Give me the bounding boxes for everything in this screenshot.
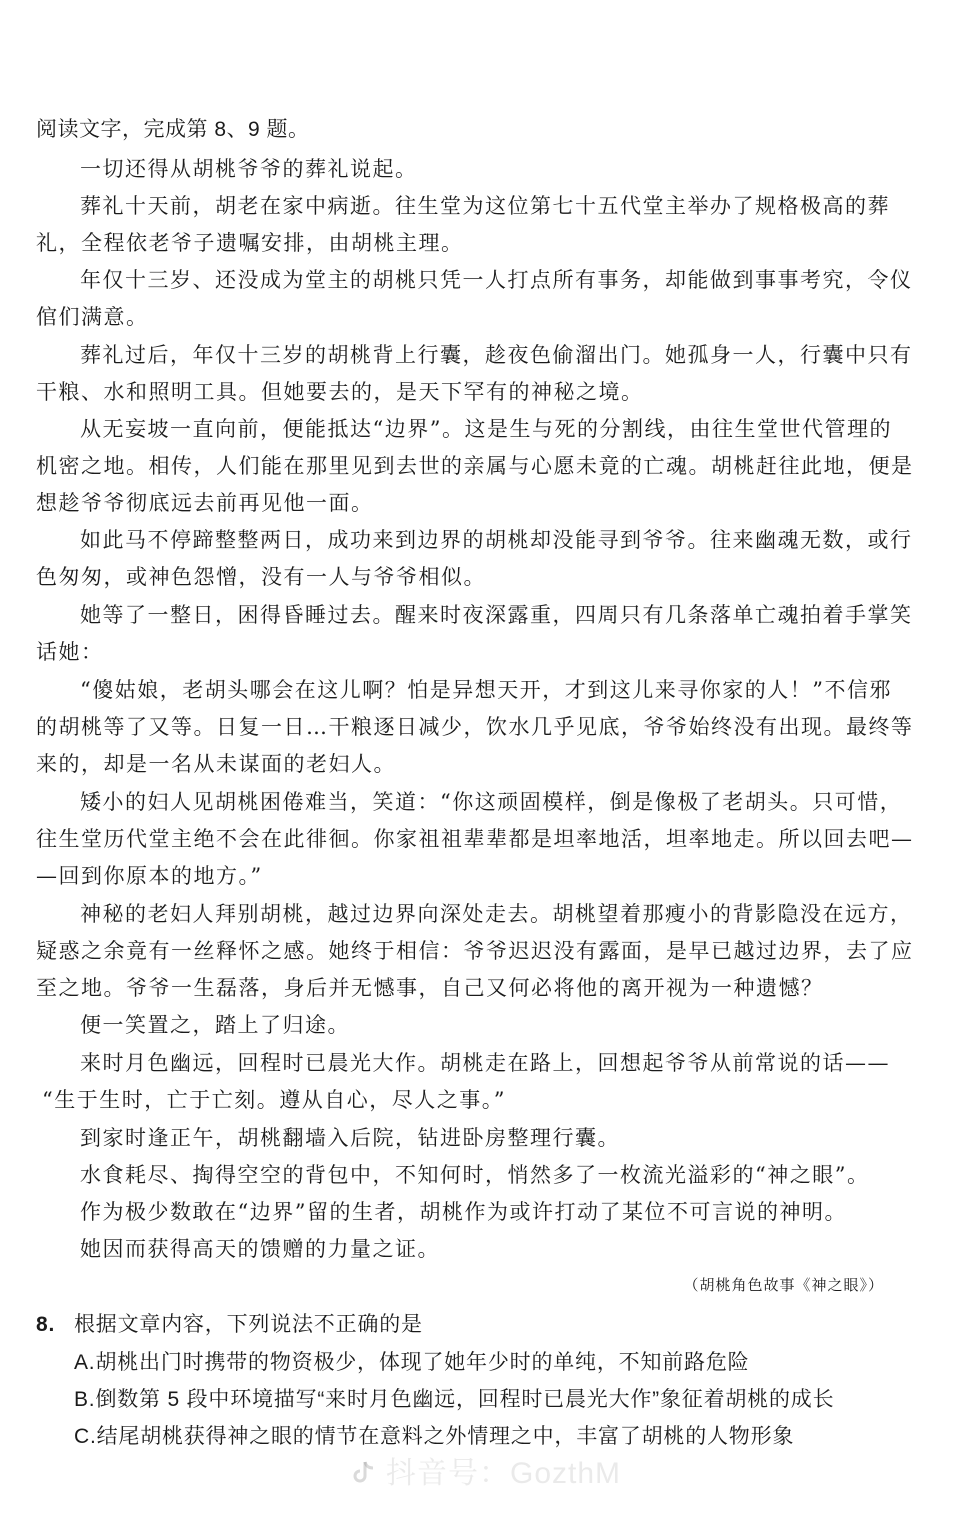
option-a-row xyxy=(0,1348,960,1378)
option-c-row xyxy=(0,1422,960,1452)
question-number: 8. xyxy=(36,1313,56,1336)
paragraph-2-line-1: 葬礼十天前，胡老在家中病逝。往生堂为这位第七十五代堂主举办了规格极高的葬 xyxy=(80,194,890,218)
paragraph-14-line-1: 水食耗尽、掏得空空的背包中，不知何时，悄然多了一枚流光溢彩的“神之眼”。 xyxy=(80,1163,870,1187)
paragraph-9-line-3: —回到你原本的地方。” xyxy=(36,864,263,888)
paragraph-10-line-2: 疑惑之余竟有一丝释怀之感。她终于相信：爷爷迟迟没有露面，是早已越过边界，去了应 xyxy=(36,939,914,963)
paragraph-6-line-2: 色匆匆，或神色怨憎，没有一人与爷爷相似。 xyxy=(36,565,486,589)
paragraph-5-line-2: 机密之地。相传，人们能在那里见到去世的亲属与心愿未竟的亡魂。胡桃赶往此地，便是 xyxy=(36,454,914,478)
paragraph-13-line-1: 到家时逢正午，胡桃翻墙入后院，钻进卧房整理行囊。 xyxy=(80,1126,620,1150)
option-b: B.倒数第 5 段中环境描写“来时月色幽远，回程时已晨光大作”象征着胡桃的成长 xyxy=(74,1388,835,1411)
paragraph-7-line-1: 她等了一整日，困得昏睡过去。醒来时夜深露重，四周只有几条落单亡魂拍着手掌笑 xyxy=(80,603,913,627)
paragraph-8-line-2: 的胡桃等了又等。日复一日…干粮逐日减少，饮水几乎见底，爷爷始终没有出现。最终等 xyxy=(36,715,914,739)
paragraph-4-line-2: 干粮、水和照明工具。但她要去的，是天下罕有的神秘之境。 xyxy=(36,380,644,404)
watermark-text: 抖音号：GozthM xyxy=(386,1457,622,1490)
paragraph-5-line-3: 想趁爷爷彻底远去前再见他一面。 xyxy=(36,491,374,515)
paragraph-12-line-1: 来时月色幽远，回程时已晨光大作。胡桃走在路上，回想起爷爷从前常说的话—— xyxy=(80,1051,890,1075)
paragraph-2-line-2: 礼，全程依老爷子遗嘱安排，由胡桃主理。 xyxy=(36,231,464,255)
paragraph-6-line-1: 如此马不停蹄整整两日，成功来到边界的胡桃却没能寻到爷爷。往来幽魂无数，或行 xyxy=(80,528,913,552)
paragraph-11-line-1: 便一笑置之，踏上了归途。 xyxy=(80,1013,350,1037)
paragraph-9-line-1: 矮小的妇人见胡桃困倦难当，笑道：“你这顽固模样，倒是像极了老胡头。只可惜， xyxy=(80,790,903,814)
paragraph-5-line-1: 从无妄坡一直向前，便能抵达“边界”。这是生与死的分割线，由往生堂世代管理的 xyxy=(80,417,892,441)
paragraph-3-line-2: 倌们满意。 xyxy=(36,305,149,329)
paragraph-9-line-2: 往生堂历代堂主绝不会在此徘徊。你家祖祖辈辈都是坦率地活，坦率地走。所以回去吧— xyxy=(36,827,914,851)
douyin-icon xyxy=(350,1458,378,1486)
douyin-watermark xyxy=(350,1454,670,1494)
paragraph-10-line-1: 神秘的老妇人拜别胡桃，越过边界向深处走去。胡桃望着那瘦小的背影隐没在远方， xyxy=(80,902,913,926)
reading-instruction: 阅读文字，完成第 8、9 题。 xyxy=(36,118,310,141)
paragraph-8-line-3: 来的，却是一名从未谋面的老妇人。 xyxy=(36,752,396,776)
paragraph-16-line-1: 她因而获得高天的馈赠的力量之证。 xyxy=(80,1237,440,1261)
paragraph-3-line-1: 年仅十三岁、还没成为堂主的胡桃只凭一人打点所有事务，却能做到事事考究，令仪 xyxy=(80,268,913,292)
option-c: C.结尾胡桃获得神之眼的情节在意料之外情理之中，丰富了胡桃的人物形象 xyxy=(74,1425,795,1448)
paragraph-7-line-2: 话她： xyxy=(36,640,104,664)
option-b-row xyxy=(0,1385,960,1415)
question-stem: 根据文章内容，下列说法不正确的是 xyxy=(74,1313,423,1336)
option-a: A.胡桃出门时携带的物资极少，体现了她年少时的单纯，不知前路危险 xyxy=(74,1351,750,1374)
source-citation: （胡桃角色故事《神之眼》） xyxy=(683,1276,884,1294)
paragraph-4-line-1: 葬礼过后，年仅十三岁的胡桃背上行囊，趁夜色偷溜出门。她孤身一人，行囊中只有 xyxy=(80,343,913,367)
paragraph-8-line-1: “傻姑娘，老胡头哪会在这儿啊？怕是异想天开，才到这儿来寻你家的人！”不信邪 xyxy=(80,678,892,702)
question-8-stem-row xyxy=(0,1310,960,1340)
paragraph-1-line-1: 一切还得从胡桃爷爷的葬礼说起。 xyxy=(80,157,418,181)
paragraph-12-line-2: “生于生时，亡于亡刻。遵从自心，尽人之事。” xyxy=(42,1088,506,1112)
paragraph-15-line-1: 作为极少数敢在“边界”留的生者，胡桃作为或许打动了某位不可言说的神明。 xyxy=(80,1200,847,1224)
paragraph-10-line-3: 至之地。爷爷一生磊落，身后并无憾事，自己又何必将他的离开视为一种遗憾？ xyxy=(36,976,824,1000)
